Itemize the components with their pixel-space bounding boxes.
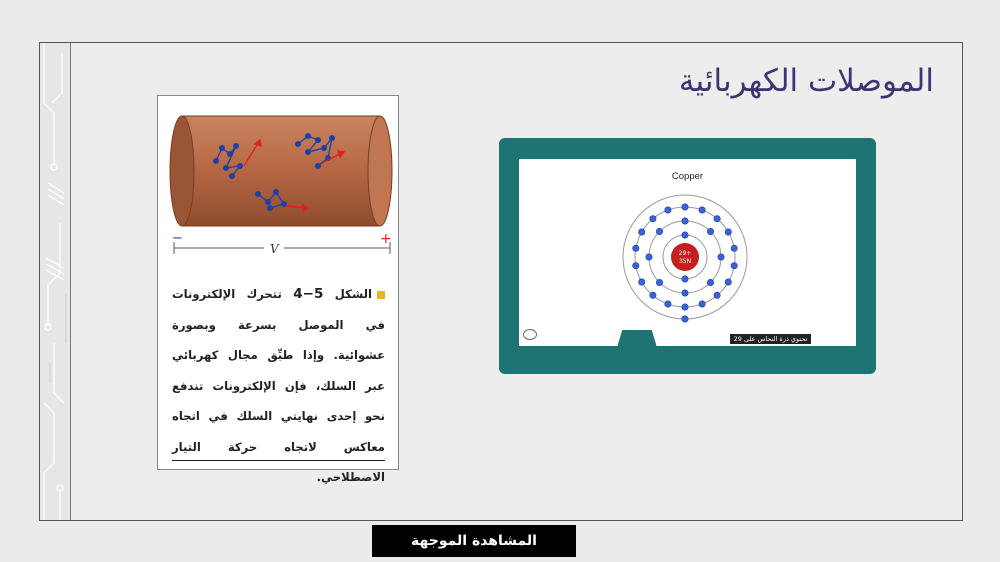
plus-sign: + — [380, 231, 392, 247]
textbook-figure-card — [157, 95, 399, 484]
electron-dot — [650, 292, 656, 298]
electron-dot — [682, 232, 688, 238]
electron-dot — [682, 204, 688, 210]
slide-frame — [39, 42, 963, 521]
nucleus-neutrons: 35N — [678, 258, 692, 265]
electron-dot — [731, 263, 737, 269]
player-logo-icon — [523, 329, 537, 340]
nucleus — [671, 243, 699, 271]
copper-atom-diagram — [519, 159, 856, 346]
electron-dot — [639, 279, 645, 285]
electron-dot — [725, 229, 731, 235]
electron-dot — [665, 207, 671, 213]
electron-dot — [699, 301, 705, 307]
caption-bullet-icon — [377, 291, 385, 299]
video-screen[interactable] — [519, 159, 856, 346]
electron-dot — [682, 218, 688, 224]
caption-figure-number: 4−5 — [293, 286, 324, 302]
electron-dot — [725, 279, 731, 285]
electron-dot — [682, 276, 688, 282]
electron-dot — [707, 228, 713, 234]
circuit-pattern-icon — [40, 43, 70, 520]
minus-sign: − — [172, 231, 183, 246]
electron-dot — [646, 254, 652, 260]
electron-dot — [633, 245, 639, 251]
electron-dot — [718, 254, 724, 260]
caption-prefix: الشكل — [334, 287, 372, 301]
wire-right-end — [368, 116, 392, 226]
electron-dot — [682, 290, 688, 296]
circuit-decoration-strip — [40, 43, 71, 520]
nucleus-protons: 29+ — [678, 250, 692, 257]
caption-underline — [172, 460, 385, 461]
monitor-frame — [499, 138, 876, 374]
electron-dot — [714, 292, 720, 298]
electron-dot — [650, 216, 656, 222]
guided-viewing-label: المشاهدة الموجهة — [372, 525, 576, 557]
electron-dot — [707, 279, 713, 285]
electron-dot — [656, 279, 662, 285]
wire-left-end — [170, 116, 194, 226]
electron-dot — [699, 207, 705, 213]
electron-dot — [665, 301, 671, 307]
electron-dot — [656, 228, 662, 234]
monitor-base — [592, 364, 682, 374]
caption-body: تتحرك الإلكترونات في الموصل بسرعة وبصورة عشوائية. وإذا طبِّق مجال كهربائي عبر السلك، فإن الإلكترونات تندفع نحو إحدى نهايتي السلك في اتجاه معاكس لاتجاه حركة التيار الاصطلاحي. — [172, 287, 385, 484]
video-caption: تحتوي ذرة النحاس على 29 — [730, 334, 811, 344]
electron-dot — [633, 263, 639, 269]
electron-dot — [639, 229, 645, 235]
electron-dot — [682, 304, 688, 310]
wire-body — [182, 116, 380, 226]
electron-dot — [682, 316, 688, 322]
wire-electron-illustration — [158, 96, 400, 276]
electron-dot — [714, 216, 720, 222]
electron-dot — [731, 245, 737, 251]
voltage-label: V — [270, 242, 279, 256]
slide-title: الموصلات الكهربائية — [678, 63, 934, 99]
atom-title: Copper — [671, 171, 704, 182]
